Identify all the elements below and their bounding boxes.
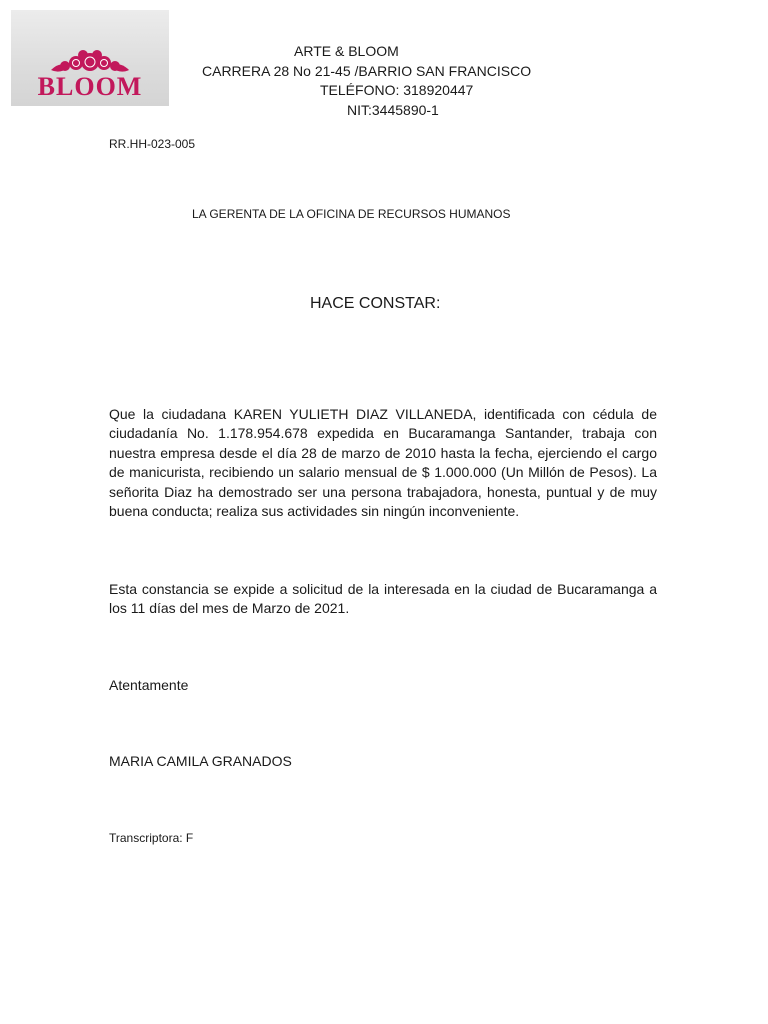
- closing-salutation: Atentamente: [109, 677, 189, 693]
- company-logo: [11, 10, 169, 106]
- issuer-line: LA GERENTA DE LA OFICINA DE RECURSOS HUMANOS: [192, 207, 511, 221]
- document-heading: HACE CONSTAR:: [310, 295, 441, 312]
- logo-wordmark: BLOOM: [37, 72, 143, 101]
- company-phone: TELÉFONO: 318920447: [320, 82, 474, 98]
- reference-code: RR.HH-023-005: [109, 137, 196, 151]
- transcriber-note: Transcriptora: F: [109, 831, 194, 845]
- company-nit: NIT:3445890-1: [347, 102, 439, 118]
- certification-paragraph: Que la ciudadana KAREN YULIETH DIAZ VILLANEDA, identificada con cédula de ciudadanía No. 1.178.954.678 expedida en Bucaramanga Santander, trabaja con nuestra empresa desde el día 28 de marzo de 2010 hasta la fecha, ejerciendo el cargo de manicurista, recibiendo un salario mensual de $ 1.000.000 (Un Millón de Pesos). La señorita Diaz ha demostrado ser una persona trabajadora, honesta, puntual y de muy buena conducta; realiza sus actividades sin ningún inconveniente.: [109, 406, 657, 520]
- issuance-paragraph: Esta constancia se expide a solicitud de la interesada en la ciudad de Bucaramanga a los 11 días del mes de Marzo de 2021.: [109, 581, 657, 617]
- company-name: ARTE & BLOOM: [294, 43, 399, 59]
- company-address: CARRERA 28 No 21-45 /BARRIO SAN FRANCISCO: [202, 63, 532, 79]
- signer-name: MARIA CAMILA GRANADOS: [109, 753, 292, 769]
